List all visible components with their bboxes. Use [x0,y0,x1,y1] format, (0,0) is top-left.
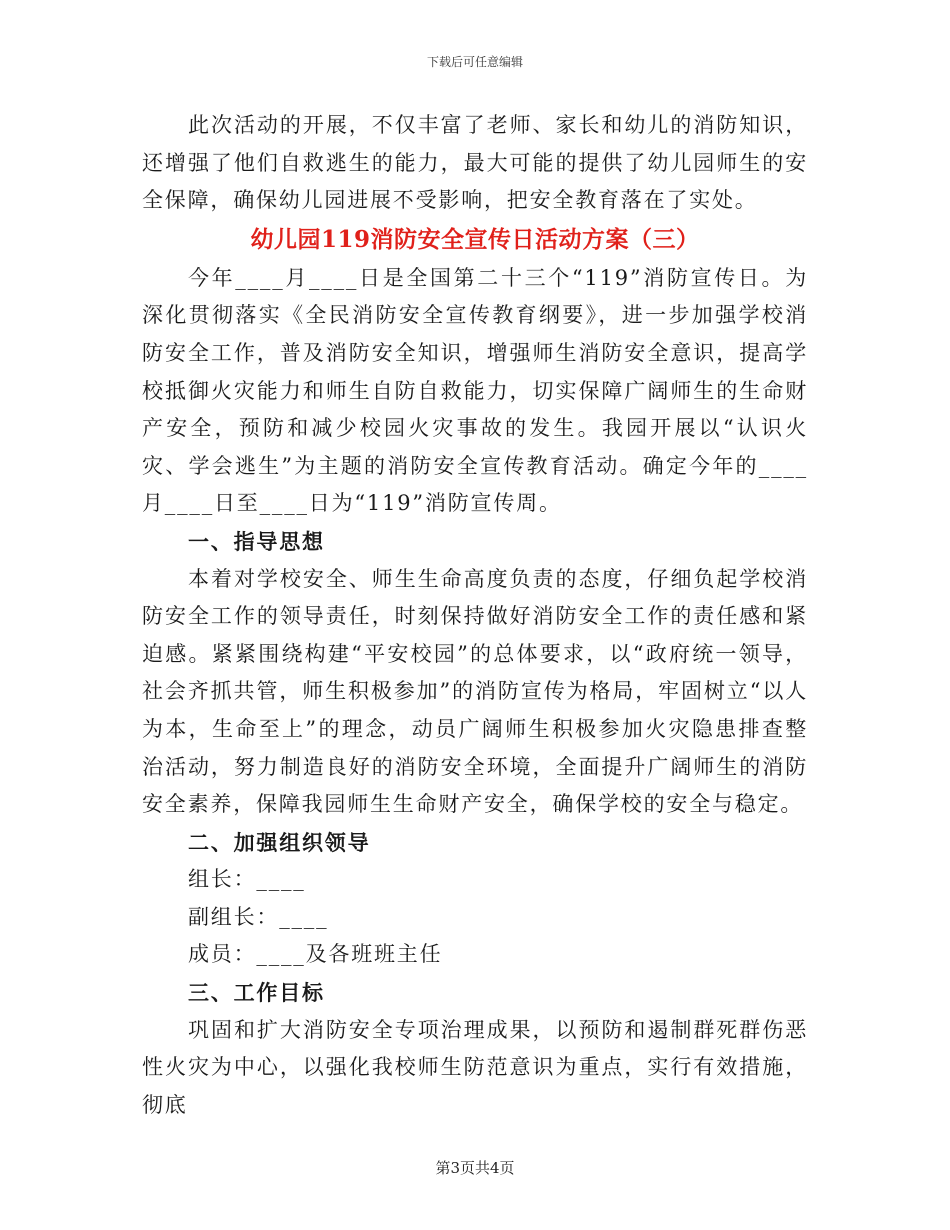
opening-paragraph: 今年____月____日是全国第二十三个“119”消防宣传日。为深化贯彻落实《全民消防安全宣传教育纲要》，进一步加强学校消防安全工作，普及消防安全知识，增强师生消防安全意识，提高学校抵御火灾能力和师生自防自救能力，切实保障广阔师生的生命财产安全，预防和减少校园火灾事故的发生。我园开展以“认识火灾、学会逃生”为主题的消防安全宣传教育活动。确定今年的____月____日至____日为“119”消防宣传周。 [142,265,808,516]
deputy-leader-line: 副组长：____ [188,904,329,929]
document-title: 幼儿园119消防安全宣传日活动方案（三） [250,225,700,253]
section-heading-organization: 二、加强组织领导 [188,829,371,855]
document-body [142,107,808,1124]
section-heading-work-goals: 三、工作目标 [188,980,325,1006]
section-heading-guiding-ideology: 一、指导思想 [188,528,325,554]
page-number: 第3页共4页 [435,1159,515,1177]
guiding-ideology-paragraph: 本着对学校安全、师生生命高度负责的态度，仔细负起学校消防安全工作的领导责任，时刻保持做好消防安全工作的责任感和紧迫感。紧紧围绕构建“平安校园”的总体要求，以“政府统一领导，社会齐抓共管，师生积极参加”的消防宣传为格局，牢固树立“以人为本，生命至上”的理念，动员广阔师生积极参加火灾隐患排查整治活动，努力制造良好的消防安全环境，全面提升广阔师生的消防安全素养，保障我园师生生命财产安全，确保学校的安全与稳定。 [142,566,808,817]
leader-line: 组长：____ [188,867,306,892]
intro-paragraph: 此次活动的开展，不仅丰富了老师、家长和幼儿的消防知识，还增强了他们自救逃生的能力，最大可能的提供了幼儿园师生的安全保障，确保幼儿园进展不受影响，把安全教育落在了实处。 [142,113,808,213]
page-header: 下载后可任意编辑 [426,55,523,69]
members-line: 成员：____及各班班主任 [188,942,443,967]
work-goals-paragraph: 巩固和扩大消防安全专项治理成果，以预防和遏制群死群伤恶性火灾为中心，以强化我校师生防范意识为重点，实行有效措施，彻底 [142,1017,808,1117]
